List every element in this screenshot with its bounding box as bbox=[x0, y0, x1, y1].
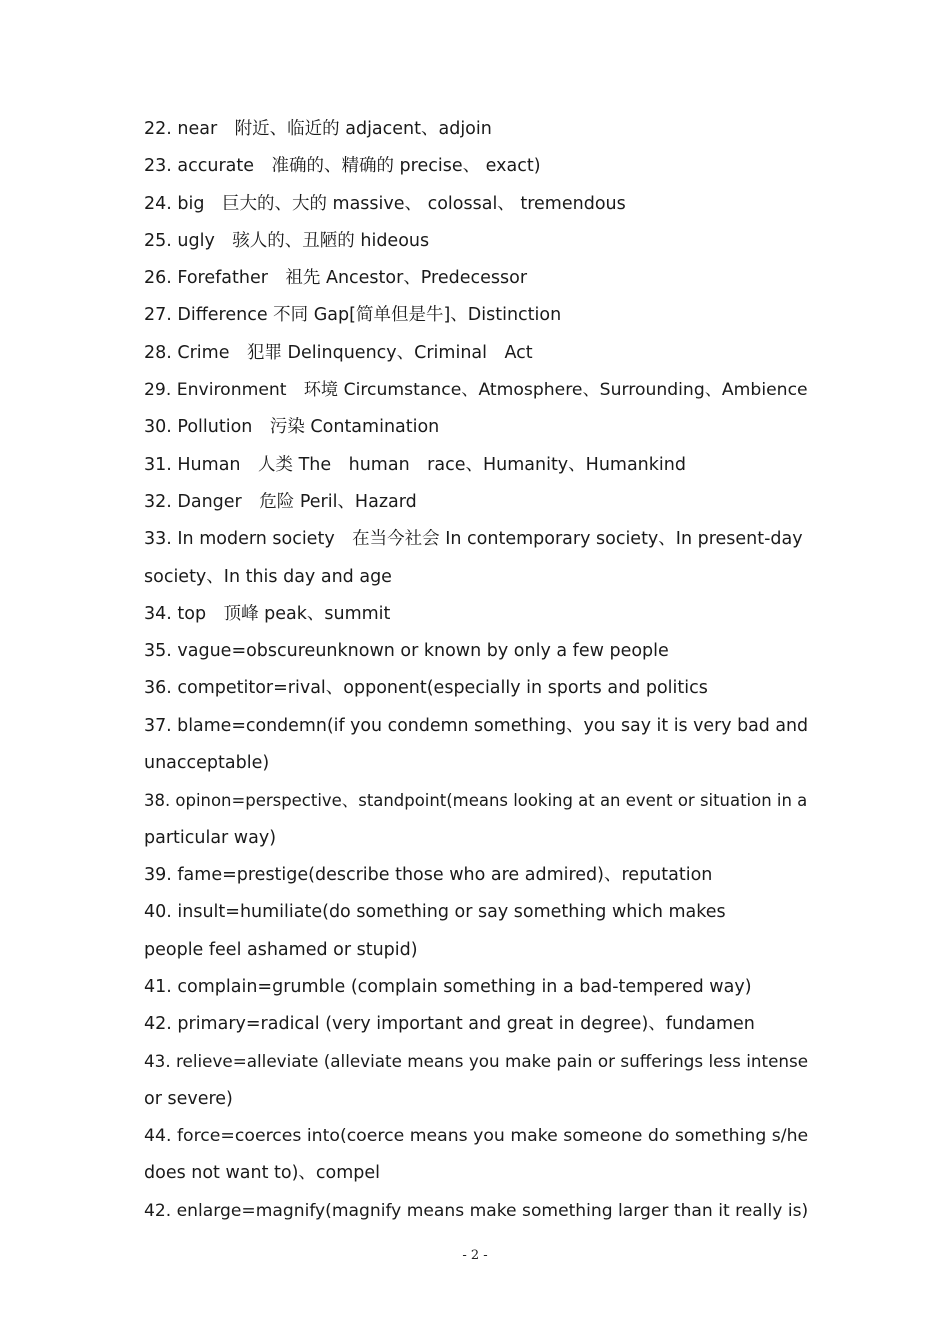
vocab-line-39-fame: 39. fame=prestige(describe those who are admired)、reputation bbox=[144, 864, 713, 885]
vocab-line-31-human: 31. Human 人类 The human race、Humanity、Humankind bbox=[144, 454, 686, 475]
vocab-line-40-insult: 40. insult=humiliate(do something or say something which makes bbox=[144, 902, 726, 923]
vocab-line-27-difference: 27. Difference 不同 Gap[简单但是牛]、Distinction bbox=[144, 305, 562, 326]
page-number: - 2 - bbox=[462, 1248, 488, 1263]
vocab-line-22-near: 22. near 附近、临近的 adjacent、adjoin bbox=[144, 119, 492, 139]
vocab-line-42-primary: 42. primary=radical (very important and great in degree)、fundamen bbox=[144, 1014, 755, 1035]
vocab-line-44-force: 44. force=coerces into(coerce means you make someone do something s/he bbox=[144, 1126, 809, 1147]
vocab-line-42-enlarge: 42. enlarge=magnify(magnify means make something larger than it really is) bbox=[144, 1200, 809, 1221]
vocab-line-36-competitor: 36. competitor=rival、opponent(especially in sports and politics bbox=[144, 678, 708, 699]
vocab-line-33-modern-society: 33. In modern society 在当今社会 In contemporary society、In present-day bbox=[144, 529, 803, 550]
vocab-line-43-relieve: 43. relieve=alleviate (alleviate means you make pain or sufferings less intense bbox=[144, 1051, 809, 1072]
vocab-line-44-continued: does not want to)、compel bbox=[144, 1163, 381, 1184]
vocab-line-35-vague: 35. vague=obscureunknown or known by only a few people bbox=[144, 641, 669, 662]
vocab-line-34-top: 34. top 顶峰 peak、summit bbox=[144, 603, 391, 624]
vocab-line-33-continued: society、In this day and age bbox=[144, 566, 392, 587]
vocab-line-28-crime: 28. Crime 犯罪 Delinquency、Criminal Act bbox=[144, 342, 533, 363]
vocab-line-24-big: 24. big 巨大的、大的 massive、 colossal、 tremendous bbox=[144, 193, 626, 214]
vocab-line-25-ugly: 25. ugly 骇人的、丑陋的 hideous bbox=[144, 230, 430, 251]
vocab-line-40-continued: people feel ashamed or stupid) bbox=[144, 939, 418, 960]
vocab-line-43-continued: or severe) bbox=[144, 1088, 233, 1109]
vocab-line-38-continued: particular way) bbox=[144, 827, 277, 848]
vocab-line-26-forefather: 26. Forefather 祖先 Ancestor、Predecessor bbox=[144, 268, 528, 289]
vocab-line-29-environment: 29. Environment 环境 Circumstance、Atmosphere、Surrounding、Ambience bbox=[144, 380, 808, 401]
vocab-line-32-danger: 32. Danger 危险 Peril、Hazard bbox=[144, 491, 417, 512]
vocabulary-list bbox=[144, 111, 808, 1230]
vocab-line-37-continued: unacceptable) bbox=[144, 753, 270, 774]
vocab-line-30-pollution: 30. Pollution 污染 Contamination bbox=[144, 417, 440, 438]
vocab-line-41-complain: 41. complain=grumble (complain something in a bad-tempered way) bbox=[144, 976, 752, 997]
vocab-line-38-opinion: 38. opinon=perspective、standpoint(means looking at an event or situation in a bbox=[144, 791, 808, 811]
vocab-line-23-accurate: 23. accurate 准确的、精确的 precise、 exact) bbox=[144, 156, 541, 177]
vocab-line-37-blame: 37. blame=condemn(if you condemn something、you say it is very bad and bbox=[144, 715, 809, 736]
